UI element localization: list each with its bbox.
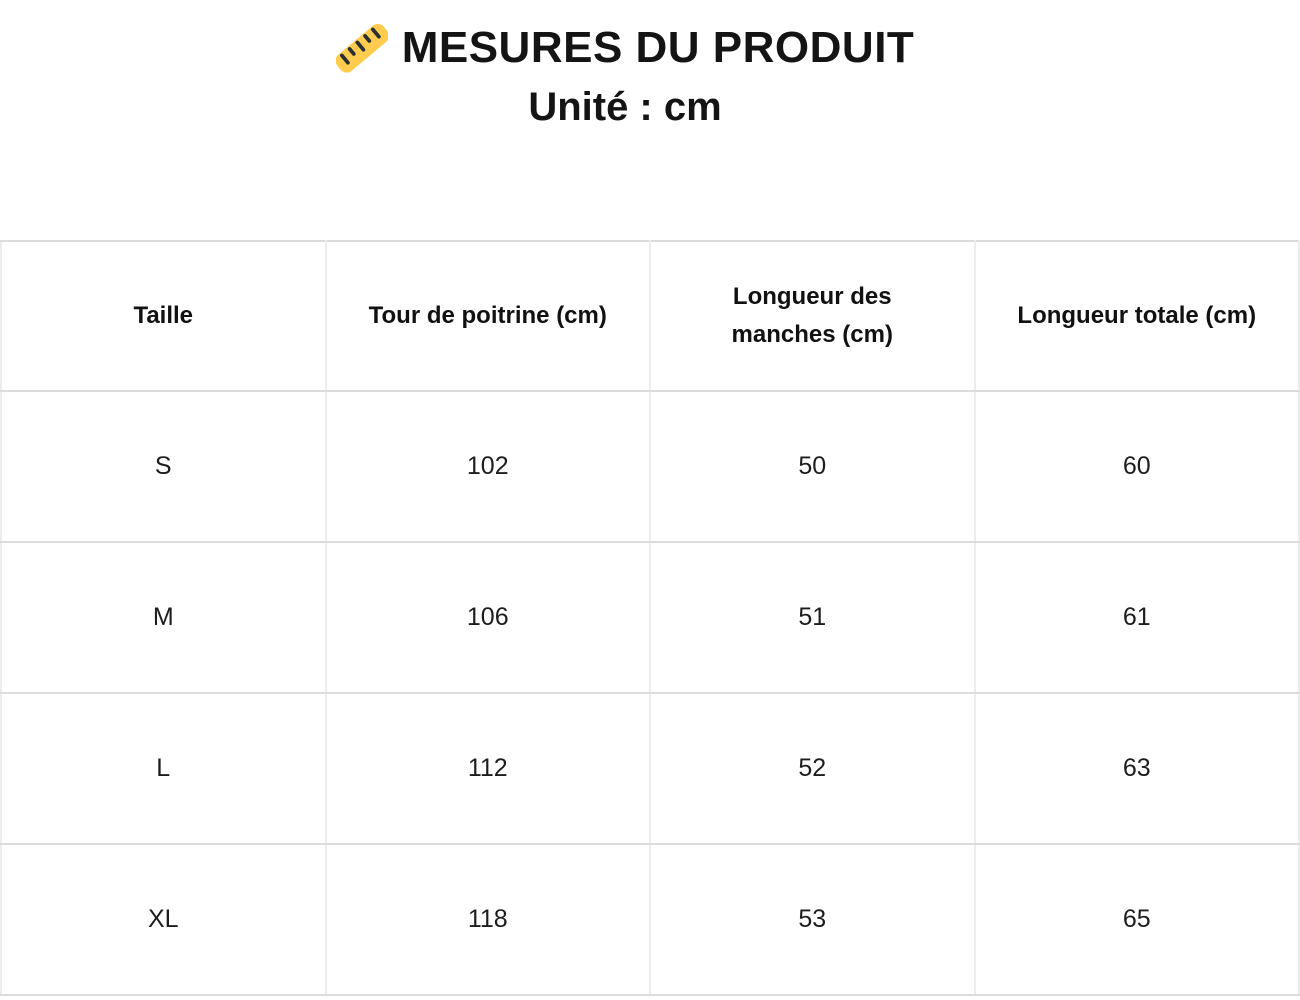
cell-longueur-des-manches: 51 [650, 542, 975, 693]
cell-longueur-des-manches: 52 [650, 693, 975, 844]
cell-longueur-totale: 61 [975, 542, 1300, 693]
column-header-taille: Taille [1, 241, 326, 391]
page-title-text: MESURES DU PRODUIT [401, 23, 915, 72]
table-header-row [1, 241, 1299, 391]
cell-longueur-totale: 60 [975, 391, 1300, 542]
table-row-s [1, 391, 1299, 542]
size-table [0, 240, 1300, 996]
unit-subtitle: Unité : cm [528, 84, 722, 129]
cell-taille: M [1, 542, 326, 693]
column-header-longueur-totale: Longueur totale (cm) [975, 241, 1300, 391]
cell-tour-de-poitrine: 106 [326, 542, 651, 693]
column-header-tour-de-poitrine: Tour de poitrine (cm) [326, 241, 651, 391]
table-row-m [1, 542, 1299, 693]
cell-tour-de-poitrine: 112 [326, 693, 651, 844]
page-title [0, 22, 1275, 75]
cell-taille: S [1, 391, 326, 542]
cell-longueur-des-manches: 53 [650, 844, 975, 995]
cell-taille: XL [1, 844, 326, 995]
column-header-longueur-des-manches: Longueur des manches (cm) [650, 241, 975, 391]
cell-longueur-des-manches: 50 [650, 391, 975, 542]
cell-longueur-totale: 65 [975, 844, 1300, 995]
table-row-xl [1, 844, 1299, 995]
cell-longueur-totale: 63 [975, 693, 1300, 844]
cell-taille: L [1, 693, 326, 844]
table-row-l [1, 693, 1299, 844]
size-table-body [1, 391, 1299, 995]
size-table-head [1, 241, 1299, 391]
cell-tour-de-poitrine: 118 [326, 844, 651, 995]
cell-tour-de-poitrine: 102 [326, 391, 651, 542]
page-header [0, 22, 1275, 131]
ruler-icon [336, 22, 388, 74]
